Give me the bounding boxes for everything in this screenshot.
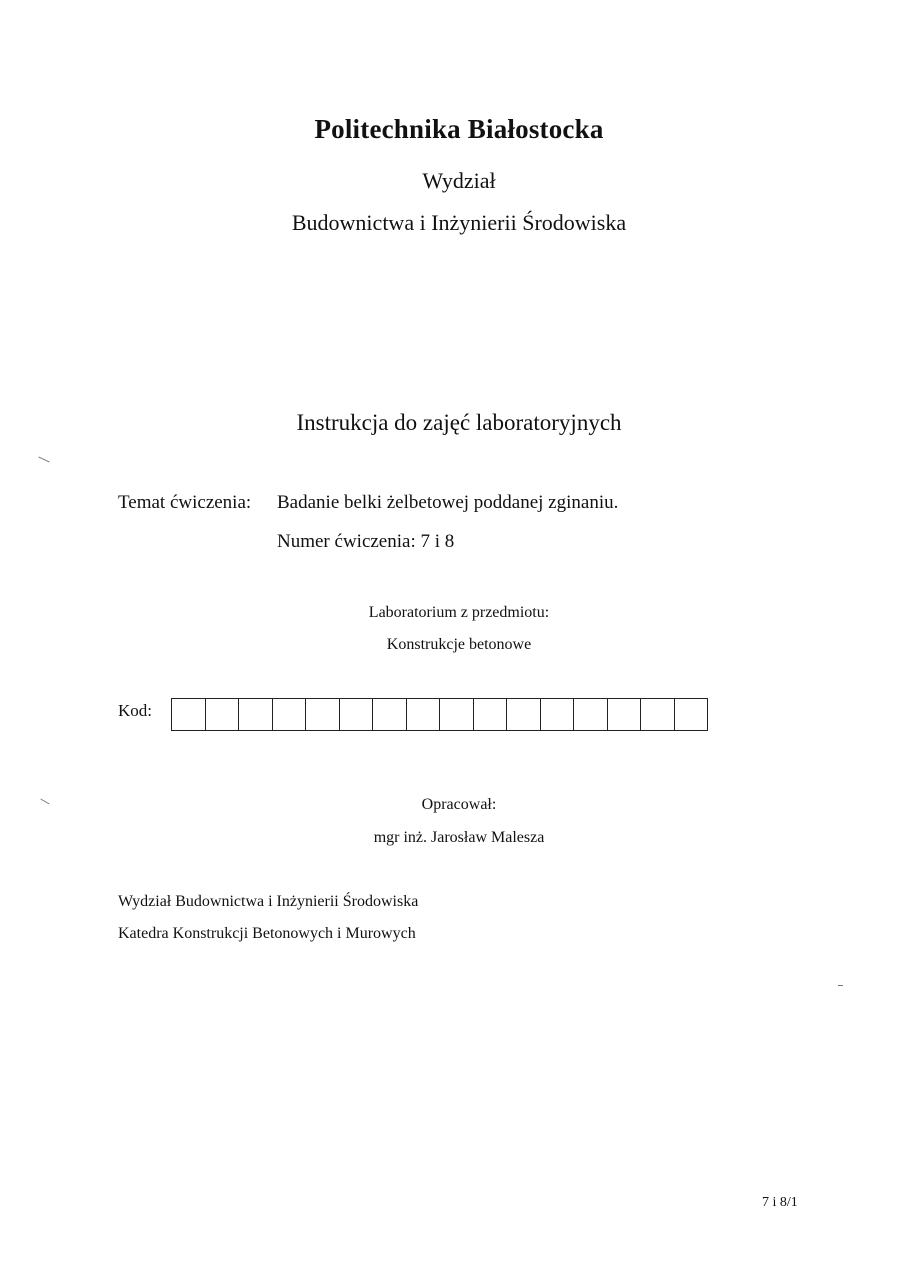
code-box — [574, 699, 608, 730]
code-box — [407, 699, 441, 730]
code-box — [340, 699, 374, 730]
code-box — [239, 699, 273, 730]
code-box — [608, 699, 642, 730]
topic-label: Temat ćwiczenia: — [118, 492, 252, 513]
code-box — [172, 699, 206, 730]
code-boxes — [171, 698, 708, 731]
faculty-label: Wydział — [422, 168, 496, 193]
lab-subject: Konstrukcje betonowe — [386, 636, 532, 653]
department-faculty: Wydział Budownictwa i Inżynierii Środowiska — [118, 893, 419, 910]
scan-mark — [38, 457, 49, 463]
document-title: Instrukcja do zajęć laboratoryjnych — [296, 410, 622, 435]
university-name: Politechnika Białostocka — [314, 114, 604, 144]
code-box — [675, 699, 708, 730]
code-box — [206, 699, 240, 730]
lab-label: Laboratorium z przedmiotu: — [368, 604, 550, 621]
page-code: 7 i 8/1 — [762, 1195, 798, 1210]
code-box — [273, 699, 307, 730]
exercise-number: Numer ćwiczenia: 7 i 8 — [277, 531, 455, 552]
author-name: mgr inż. Jarosław Malesza — [373, 829, 545, 846]
faculty-name: Budownictwa i Inżynierii Środowiska — [291, 210, 627, 235]
code-box — [306, 699, 340, 730]
topic-value: Badanie belki żelbetowej poddanej zginaniu. — [277, 492, 619, 513]
code-box — [541, 699, 575, 730]
code-box — [507, 699, 541, 730]
prepared-by-label: Opracował: — [421, 796, 497, 813]
scan-mark — [838, 985, 843, 986]
department-chair: Katedra Konstrukcji Betonowych i Murowych — [118, 925, 416, 942]
code-box — [373, 699, 407, 730]
code-label: Kod: — [118, 701, 152, 720]
code-box — [641, 699, 675, 730]
code-box — [474, 699, 508, 730]
code-box — [440, 699, 474, 730]
